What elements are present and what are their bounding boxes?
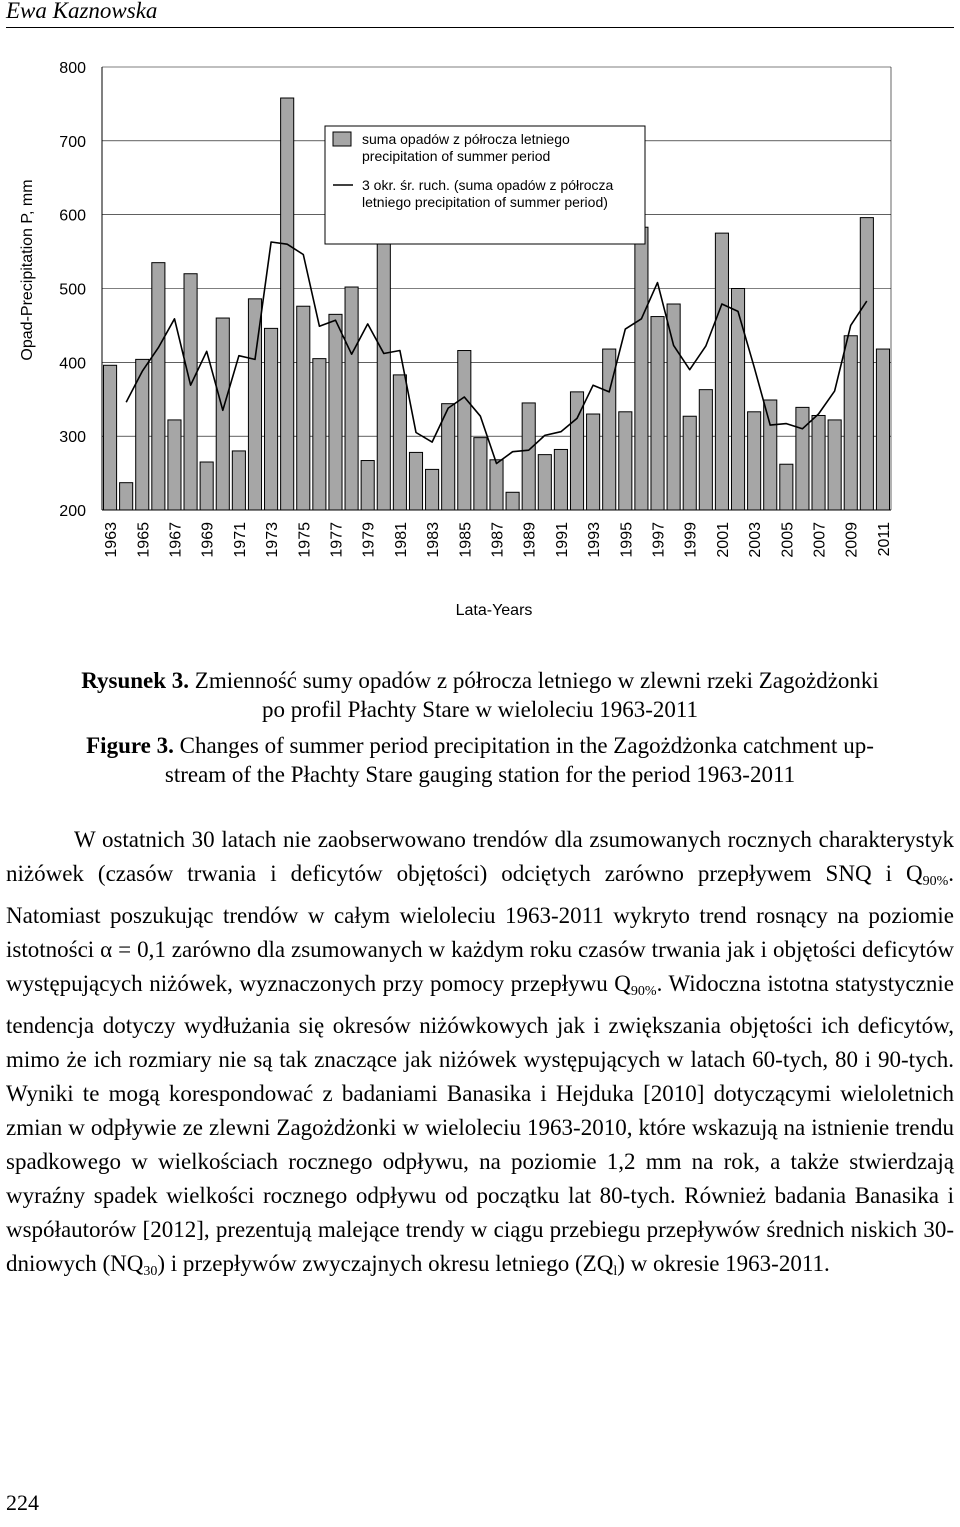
caption-pl-label: Rysunek 3. [81,668,190,693]
x-tick-label: 1983 [425,522,443,558]
chart-bar [506,492,519,510]
precipitation-chart [0,30,960,630]
y-axis-title: Opad-Precipitation P, mm [19,179,36,361]
chart-bar [474,438,487,510]
chart-bar [538,455,551,510]
caption-pl-text1: Zmienność sumy opadów z półrocza letniego w zlewni rzeki Zagożdżonki [194,668,879,693]
chart-bar [876,349,889,510]
x-tick-label: 1987 [489,522,507,558]
chart-bar [796,407,809,510]
chart-bar [297,306,310,510]
chart-bar [812,415,825,510]
caption-pl-line2: po profil Płachty Stare w wieloleciu 1963-2011 [261,697,699,722]
x-tick-label: 2009 [843,522,861,558]
page-number: 224 [6,1490,39,1515]
x-tick-label: 1991 [553,522,571,558]
chart-bar [313,359,326,510]
caption-en-label: Figure 3. [86,733,174,758]
chart-bar [104,365,117,510]
x-tick-label: 1999 [682,522,700,558]
chart-bar [216,318,229,510]
subscript-90: 90% [922,874,949,889]
body-paragraph [6,823,954,1289]
x-tick-label: 1967 [167,522,185,558]
x-tick-label: 2003 [747,522,765,558]
chart-bar [329,314,342,510]
chart-bar [361,461,374,510]
x-tick-label: 1981 [392,522,410,558]
chart-bar [409,452,422,510]
y-tick-label: 200 [59,503,86,520]
body-text-segment: ) w okresie 1963-2011. [617,1251,830,1276]
chart-bar [281,98,294,510]
chart-bar [393,375,406,510]
chart-bar [200,462,213,510]
body-text-segment: . Natomiast poszukując trendów w całym wieloleciu 1963-2011 wykryto trend rosnący na poziomie istotności α = 0,1 zarówno dla zsumowanych w każdym roku czasów trwania jak i objętości deficytów występujących niżówek, wyznaczonych przy pomocy przepływu Q [6,861,954,996]
x-tick-label: 1973 [264,522,282,558]
body-text-segment: W ostatnich 30 latach nie zaobserwowano trendów dla zsumowanych rocznych charakterystyk niżówek (czasów trwania i deficytów objętości) odciętych zarówno przepływem SNQ i Q [6,827,954,886]
y-tick-label: 400 [59,355,86,373]
x-tick-label: 1975 [296,522,314,558]
caption-en-line2: stream of the Płachty Stare gauging station for the period 1963-2011 [164,762,796,787]
chart-legend [325,126,645,244]
x-axis-title: Lata-Years [455,602,533,619]
header-rule [6,27,954,28]
x-tick-label: 2007 [811,522,829,558]
chart-bar [764,400,777,510]
chart-bar [168,420,181,510]
chart-bar [345,287,358,510]
running-header-author: Ewa Kaznowska [6,0,158,23]
y-tick-label: 600 [59,207,86,225]
chart-bar [232,451,245,510]
chart-bar [120,483,133,510]
x-tick-label: 1979 [360,522,378,558]
y-tick-label: 800 [59,60,86,77]
chart-bar [635,227,648,510]
x-tick-label: 1993 [586,522,604,558]
x-tick-label: 1997 [650,522,668,558]
chart-bar [522,403,535,510]
x-tick-label: 1965 [135,522,153,558]
chart-bar [587,414,600,510]
figure-caption-pl [0,666,960,724]
body-text-segment: ) i przepływów zwyczajnych okresu letniego (ZQ [157,1251,614,1276]
figure-caption-en [0,731,960,789]
legend-line-label-line1: 3 okr. śr. ruch. (suma opadów z półrocza [362,177,614,193]
x-tick-label: 2001 [714,522,732,558]
chart-bar [458,351,471,510]
legend-bar-swatch [333,132,351,146]
y-tick-label: 500 [59,281,86,299]
subscript-30: 30 [143,1264,158,1279]
y-tick-label: 700 [59,133,86,151]
chart-bar [619,412,632,510]
x-tick-label: 1985 [457,522,475,558]
chart-bar [136,359,149,510]
x-tick-label: 1971 [231,522,249,558]
chart-bar [377,224,390,510]
subscript-90: 90% [630,984,657,999]
chart-bar [780,464,793,510]
subscript-l: l [613,1264,618,1279]
chart-bar [699,390,712,510]
chart-bar [667,304,680,510]
caption-en-text1: Changes of summer period precipitation in the Zagożdżonka catchment up- [179,733,874,758]
x-tick-label: 1977 [328,522,346,558]
chart-bar [152,263,165,510]
legend-bar-label-line1: suma opadów z półrocza letniego [362,131,570,147]
chart-bar [748,412,761,510]
chart-bar [828,420,841,510]
x-tick-label: 1989 [521,522,539,558]
legend-line-label-line2: letniego precipitation of summer period) [362,194,608,210]
x-tick-label: 1963 [103,522,121,558]
chart-bar [426,469,439,510]
chart-bar [731,289,744,511]
x-tick-label: 1969 [199,522,217,558]
chart-bar [490,460,503,510]
caption-en-line1 [0,731,960,760]
chart-bar [651,317,664,510]
legend-bar-label-line2: precipitation of summer period [362,148,551,164]
body-paragraph-container [6,823,954,1289]
chart-bar [860,218,873,510]
chart-bar [554,449,567,510]
x-tick-label: 2011 [875,522,893,557]
chart-bar [265,328,278,510]
chart-bar [715,233,728,510]
x-tick-label: 1995 [618,522,636,558]
chart-bar [683,416,696,510]
body-text-segment: . Widoczna istotna statystycznie tendencja dotyczy wydłużania się okresów niżówkowych jak i zwiększania objętości ich deficytów, mimo że ich rozmiary nie są tak znaczące jak niżówek występujących w latach 60-tych, 80 i 90-tych. Wyniki te mogą korespondować z badaniami Banasika i Hejduka [2010] dotyczącymi wieloletnich zmian w odpływie ze zlewni Zagożdżonki w wieloleciu 1963-2010, które wskazują na istnienie trendu spadkowego w wielkościach rocznego odpływu, na poziomie 1,2 mm na rok, a także stwierdzają wyraźny spadek wielkości rocznego odpływu od początku lat 80-tych. Również badania Banasika i współautorów [2012], prezentują malejące trendy w ciągu przebiegu przepływów średnich niskich 30-dniowych (NQ [6,971,954,1276]
chart-bar [844,336,857,510]
x-tick-label: 2005 [779,522,797,558]
chart-bar [184,274,197,510]
y-tick-label: 300 [59,429,86,447]
caption-pl-line1 [0,666,960,695]
